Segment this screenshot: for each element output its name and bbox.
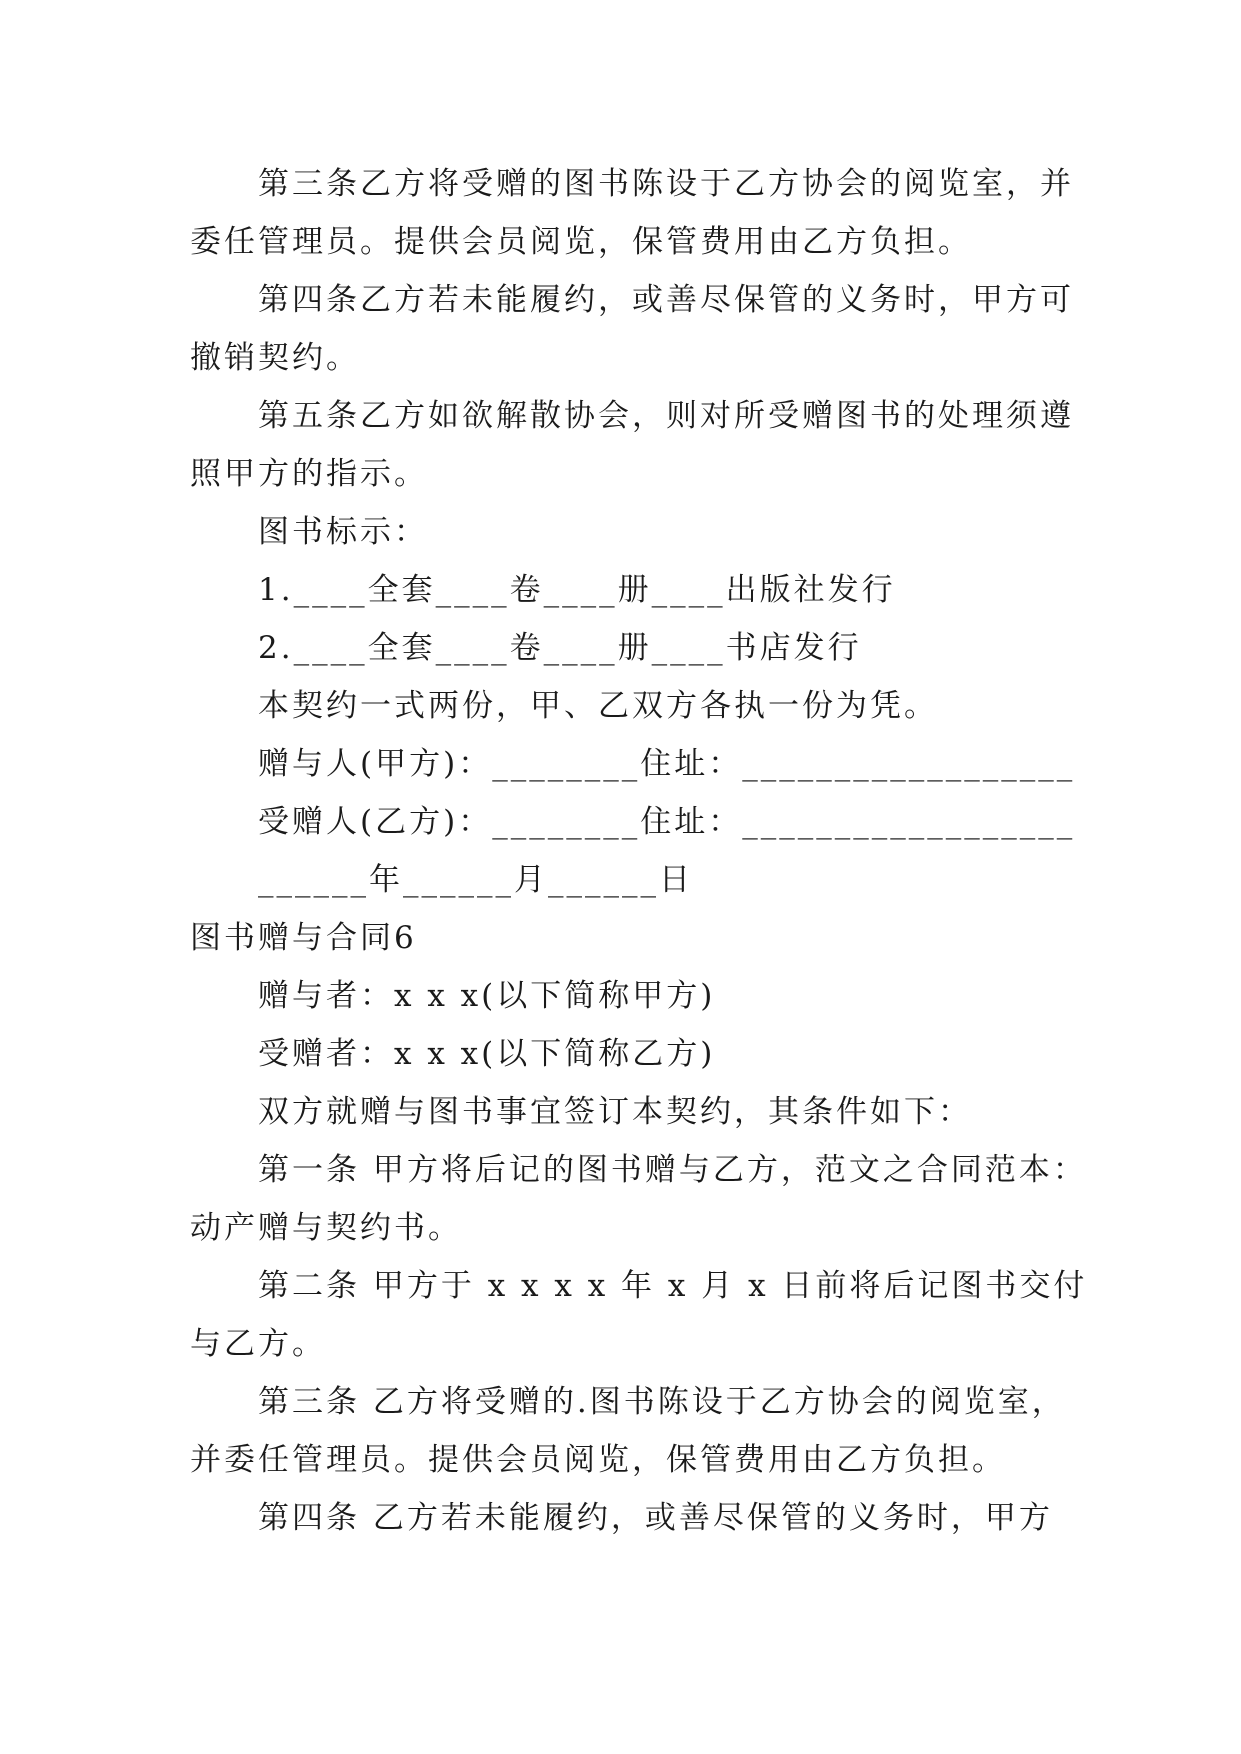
paragraph-line: 动产赠与契约书。 [190, 1210, 462, 1246]
date-line: ______年______月______日 [258, 862, 693, 898]
paragraph-line: 本契约一式两份，甲、乙双方各执一份为凭。 [258, 688, 938, 724]
paragraph-line: 第四条 乙方若未能履约，或善尽保管的义务时，甲方 [258, 1500, 1053, 1536]
paragraph-line: 并委任管理员。提供会员阅览，保管费用由乙方负担。 [190, 1442, 1006, 1478]
paragraph-line: 与乙方。 [190, 1326, 326, 1362]
signature-line-donor: 赠与人(甲方)：________住址：__________________ [258, 746, 1076, 782]
paragraph-line: 双方就赠与图书事宜签订本契约，其条件如下： [258, 1094, 972, 1130]
paragraph-line: 第五条乙方如欲解散协会，则对所受赠图书的处理须遵 [258, 398, 1074, 434]
paragraph-line: 撤销契约。 [190, 340, 360, 376]
paragraph-line: 第四条乙方若未能履约，或善尽保管的义务时，甲方可 [258, 282, 1074, 318]
paragraph-line: 照甲方的指示。 [190, 456, 428, 492]
section-title: 图书赠与合同6 [190, 920, 417, 956]
paragraph-line: 第二条 甲方于 x x x x 年 x 月 x 日前将后记图书交付 [258, 1268, 1088, 1304]
paragraph-line: 2.____全套____卷____册____书店发行 [258, 630, 862, 666]
paragraph-line: 赠与者：x x x(以下简称甲方) [258, 978, 716, 1014]
paragraph-line: 第三条 乙方将受赠的.图书陈设于乙方协会的阅览室， [258, 1384, 1066, 1420]
paragraph-line: 受赠者：x x x(以下简称乙方) [258, 1036, 716, 1072]
paragraph-line: 第三条乙方将受赠的图书陈设于乙方协会的阅览室，并 [258, 166, 1074, 202]
signature-line-recipient: 受赠人(乙方)：________住址：__________________ [258, 804, 1076, 840]
paragraph-line: 第一条 甲方将后记的图书赠与乙方，范文之合同范本： [258, 1152, 1087, 1188]
paragraph-line: 图书标示： [258, 514, 428, 550]
paragraph-line: 委任管理员。提供会员阅览，保管费用由乙方负担。 [190, 224, 972, 260]
paragraph-line: 1.____全套____卷____册____出版社发行 [258, 572, 896, 608]
